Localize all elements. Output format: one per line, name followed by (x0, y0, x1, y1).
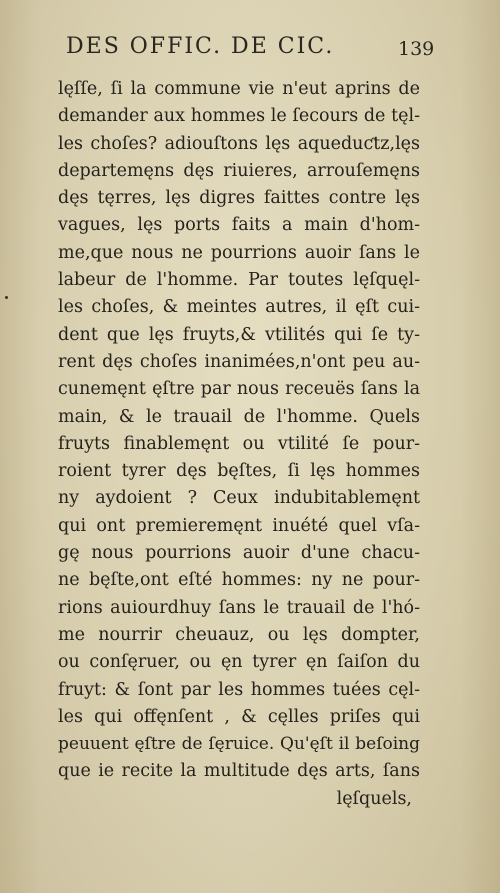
text-line: les qui offęnſent , & cęlles priſes qui (58, 706, 420, 727)
text-line: les choſes? adiouſtons lęs aqueduƈtz,lęs (58, 133, 420, 154)
text-line: cunemęnt ęſtre par nous receuës ſans la (58, 379, 420, 400)
text-line: que ie recite la multitude dęs arts, ſans (58, 761, 420, 782)
text-line: me nourrir cheuauz, ou lęs dompter, (58, 624, 420, 645)
text-line: ne bęſte,ont eſté hommes: ny ne pour- (58, 570, 420, 591)
text-line: dent que lęs fruyts,& vtilités qui ſe ty- (58, 324, 420, 345)
text-line: rions auiourdhuy ſans le trauail de l'hó- (58, 597, 420, 618)
text-line: lęſſe, ſi la commune vie n'eut aprins de (58, 79, 420, 99)
text-line: qui ont premieremęnt inuété quel vſa- (58, 515, 420, 536)
text-line: departemęns dęs riuieres, arrouſemęns (58, 160, 420, 181)
running-head: DES OFFIC. DE CIC. (66, 34, 335, 59)
text-line: peuuent ęſtre de ſęruice. Qu'ęſt il beſoing (58, 734, 420, 755)
body-text (58, 76, 420, 813)
text-line: vagues, lęs ports faits a main d'hom- (58, 215, 420, 236)
text-line: gę nous pourrions auoir d'une chacu- (58, 543, 420, 564)
text-line: roient tyrer dęs bęſtes, ſi lęs hommes (58, 461, 420, 482)
text-line: les choſes, & meintes autres, il ęſt cui- (58, 297, 420, 318)
text-line: fruyts finablemęnt ou vtilité ſe pour- (58, 433, 420, 454)
margin-mark (5, 296, 8, 299)
catchword: lęſquels, (336, 788, 412, 809)
page-number: 139 (398, 38, 435, 60)
text-line: ou conſęruer, ou ęn tyrer ęn ſaiſon du (58, 652, 420, 673)
text-line: me,que nous ne pourrions auoir ſans le (58, 242, 420, 263)
text-line: dęs tęrres, lęs digres faittes contre lęs (58, 188, 420, 209)
text-line: ny aydoient ? Ceux indubitablemęnt (58, 488, 420, 509)
text-line: main, & le trauail de l'homme. Quels (58, 406, 420, 427)
text-line: demander aux hommes le ſecours de tęl- (58, 106, 420, 127)
text-line: rent dęs choſes inanimées,n'ont peu au- (58, 351, 420, 372)
text-line: labeur de l'homme. Par toutes lęſquęl- (58, 270, 420, 291)
text-line: fruyt: & ſont par les hommes tuées cęl- (58, 679, 420, 700)
